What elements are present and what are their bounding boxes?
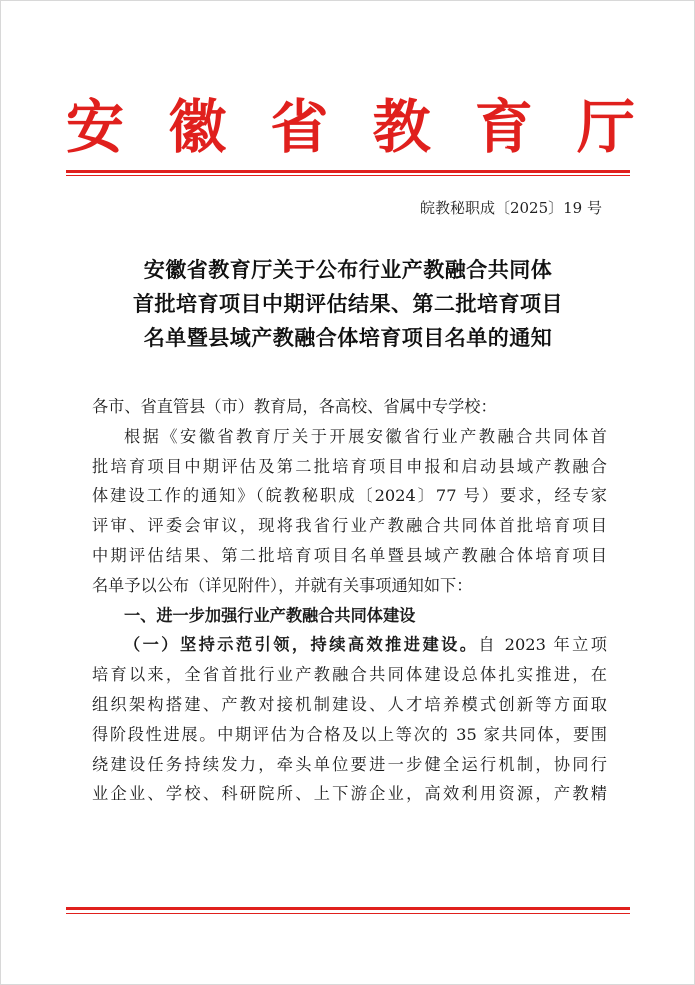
paragraph-line: 组织架构搭建、产教对接机制建设、人才培养模式创新等方面取 [92,694,607,714]
subsection-first-line [92,630,607,660]
document-title [66,253,630,355]
title-line: 名单暨县域产教融合体培育项目名单的通知 [143,325,553,350]
subsection-lead: （一）坚持示范引领，持续高效推进建设。 [124,635,479,655]
section-heading: 一、进一步加强行业产教融合共同体建设 [124,605,416,625]
title-line: 首批培育项目中期评估结果、第二批培育项目 [133,291,563,316]
paragraph-line: 评审、评委会审议，现将我省行业产教融合共同体首批培育项目 [92,516,607,536]
footer-red-rule-thick [66,907,630,910]
document-body [92,392,607,809]
title-line: 安徽省教育厅关于公布行业产教融合共同体 [143,257,553,282]
paragraph-line: 根据《安徽省教育厅关于开展安徽省行业产教融合共同体首 [124,426,607,446]
masthead-red-rule-thick [66,170,630,173]
subsection-first-rest: 自 2023 年立项 [478,635,607,655]
paragraph-line: 名单予以公布（详见附件），并就有关事项通知如下： [92,575,473,595]
masthead-title: 安 徽 省 教 育 厅 [66,93,647,161]
paragraph-line: 业企业、学校、科研院所、上下游企业，高效利用资源，产教精 [92,784,607,804]
paragraph-line: 得阶段性进展。中期评估为合格及以上等次的 35 家共同体，要围 [92,724,607,744]
paragraph-line: 绕建设任务持续发力，牵头单位要进一步健全运行机制，协同行 [92,754,607,774]
document-number: 皖教秘职成〔2025〕19 号 [419,199,602,217]
paragraph-line: 中期评估结果、第二批培育项目名单暨县域产教融合体培育项目 [92,545,607,565]
salutation: 各市、省直管县（市）教育局，各高校、省属中专学校： [92,397,497,416]
masthead-red-rule-thin [66,175,630,176]
footer-red-rule-thin [66,913,630,914]
paragraph-line: 批培育项目中期评估及第二批培育项目申报和启动县域产教融合 [92,456,607,476]
paragraph-line: 体建设工作的通知》（皖教秘职成〔2024〕77 号）要求，经专家 [92,486,607,506]
paragraph-line: 培育以来，全省首批行业产教融合共同体建设总体扎实推进，在 [92,665,607,685]
